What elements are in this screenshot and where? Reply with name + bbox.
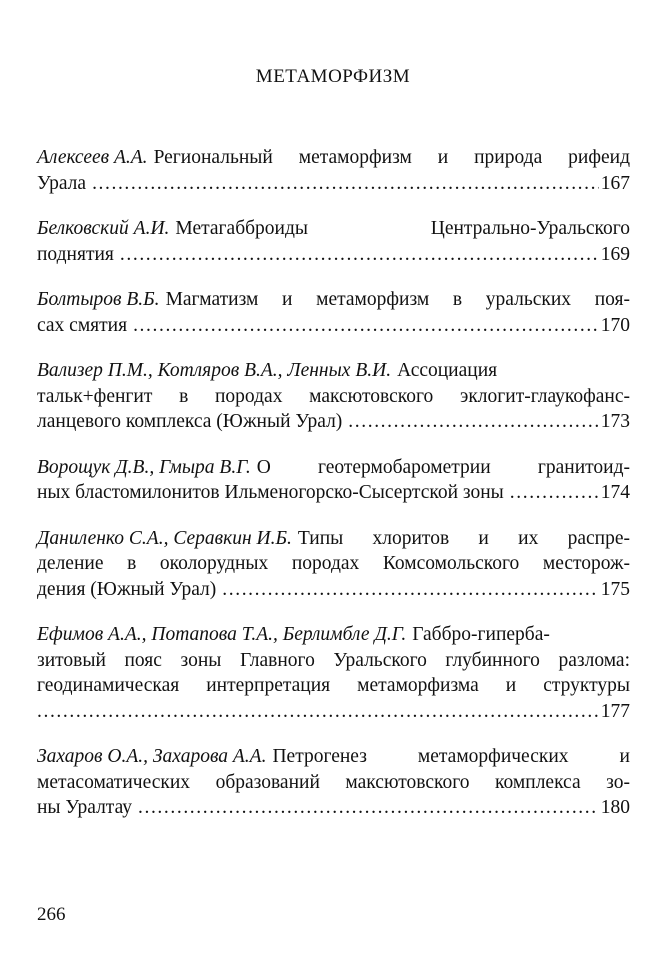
page-number: 266 — [37, 904, 66, 925]
entry-title-end: сах смятия — [37, 314, 128, 336]
entry-title-end: ных бластомилонитов Ильменогорско-Сысертской зоны — [37, 482, 504, 503]
entry-page-number: 175 — [600, 578, 630, 600]
entry-page-number: 177 — [600, 700, 630, 722]
entry-title-end: ланцевого комплекса (Южный Урал) — [37, 411, 343, 432]
entry-title-line: Типы хлоритов и их распре- — [297, 527, 630, 549]
entry-title-line: О геотермобарометрии гранитоид- — [256, 456, 630, 478]
toc-entry-last-line — [37, 409, 630, 435]
entry-author: Белковский А.И. — [37, 218, 170, 239]
entry-title-line: деление в околорудных породах Комсомольского месторож- — [37, 553, 630, 574]
entry-title-line: Метагабброиды Центрально-Уральского — [175, 218, 630, 239]
entry-author: Вализер П.М., Котляров В.А., Ленных В.И. — [37, 360, 392, 381]
entry-title-line: Габбро-гиперба- — [412, 624, 550, 645]
toc-entry-last-line — [37, 480, 630, 506]
toc-entry — [37, 744, 630, 821]
entry-title-end: поднятия — [37, 243, 114, 265]
dot-leader — [92, 171, 599, 197]
toc-entry-line — [37, 358, 630, 384]
entry-title-line: метасоматических образований максютовского комплекса зо- — [37, 771, 630, 793]
toc-entry-last-line — [37, 313, 630, 339]
toc-entry-last-line — [37, 242, 630, 268]
toc-entry-line — [37, 287, 630, 313]
toc-entry — [37, 622, 630, 724]
entry-page-number: 170 — [600, 314, 630, 336]
entry-author: Даниленко С.А., Серавкин И.Б. — [37, 527, 292, 549]
toc-entry-line — [37, 384, 630, 410]
toc-entry — [37, 216, 630, 267]
entry-author: Ворощук Д.В., Гмыра В.Г. — [37, 456, 251, 478]
table-of-contents — [37, 145, 630, 841]
toc-entry — [37, 145, 630, 196]
entry-title-line: геодинамическая интерпретация метаморфизма и структуры — [37, 675, 630, 696]
toc-entry-line — [37, 622, 630, 648]
toc-entry — [37, 358, 630, 435]
entry-title-line: тальк+фенгит в породах максютовского эклогит-глаукофанс- — [37, 385, 630, 407]
dot-leader — [37, 699, 599, 725]
toc-entry-line — [37, 526, 630, 552]
toc-entry-last-line — [37, 699, 630, 725]
entry-author: Ефимов А.А., Потапова Т.А., Берлимбле Д.Г. — [37, 624, 407, 645]
dot-leader — [138, 795, 599, 821]
toc-entry-last-line — [37, 577, 630, 603]
entry-page-number: 169 — [600, 243, 630, 265]
toc-entry-last-line — [37, 795, 630, 821]
entry-title-line: Ассоциация — [397, 360, 498, 381]
toc-entry — [37, 287, 630, 338]
entry-title-end: Урала — [37, 172, 87, 194]
toc-entry-line — [37, 145, 630, 171]
entry-page-number: 167 — [600, 172, 630, 194]
entry-title-end: ны Уралтау — [37, 797, 132, 818]
toc-entry-last-line — [37, 171, 630, 197]
toc-entry — [37, 526, 630, 603]
dot-leader — [222, 577, 598, 603]
entry-page-number: 174 — [600, 482, 630, 503]
dot-leader — [348, 409, 598, 435]
toc-entry-line — [37, 216, 630, 242]
entry-page-number: 180 — [600, 797, 630, 818]
entry-title-line: Региональный метаморфизм и природа рифеид — [153, 147, 630, 168]
section-title: МЕТАМОРФИЗМ — [255, 66, 411, 87]
entry-author: Болтыров В.Б. — [37, 289, 160, 310]
entry-page-number: 173 — [600, 411, 630, 432]
dot-leader — [120, 242, 599, 268]
entry-title-line: Магматизм и метаморфизм в уральских поя- — [165, 289, 630, 310]
toc-entry-line — [37, 744, 630, 770]
entry-author: Алексеев А.А. — [37, 147, 148, 168]
entry-title-line: Петрогенез метаморфических и — [272, 746, 630, 767]
entry-title-end: дения (Южный Урал) — [37, 578, 217, 600]
toc-entry — [37, 455, 630, 506]
toc-entry-line — [37, 455, 630, 481]
toc-entry-line — [37, 648, 630, 674]
dot-leader — [133, 313, 599, 339]
dot-leader — [510, 480, 599, 506]
toc-entry-line — [37, 551, 630, 577]
entry-author: Захаров О.А., Захарова А.А. — [37, 746, 267, 767]
toc-entry-line — [37, 673, 630, 699]
toc-entry-line — [37, 770, 630, 796]
entry-title-line: зитовый пояс зоны Главного Уральского глубинного разлома: — [37, 649, 630, 671]
